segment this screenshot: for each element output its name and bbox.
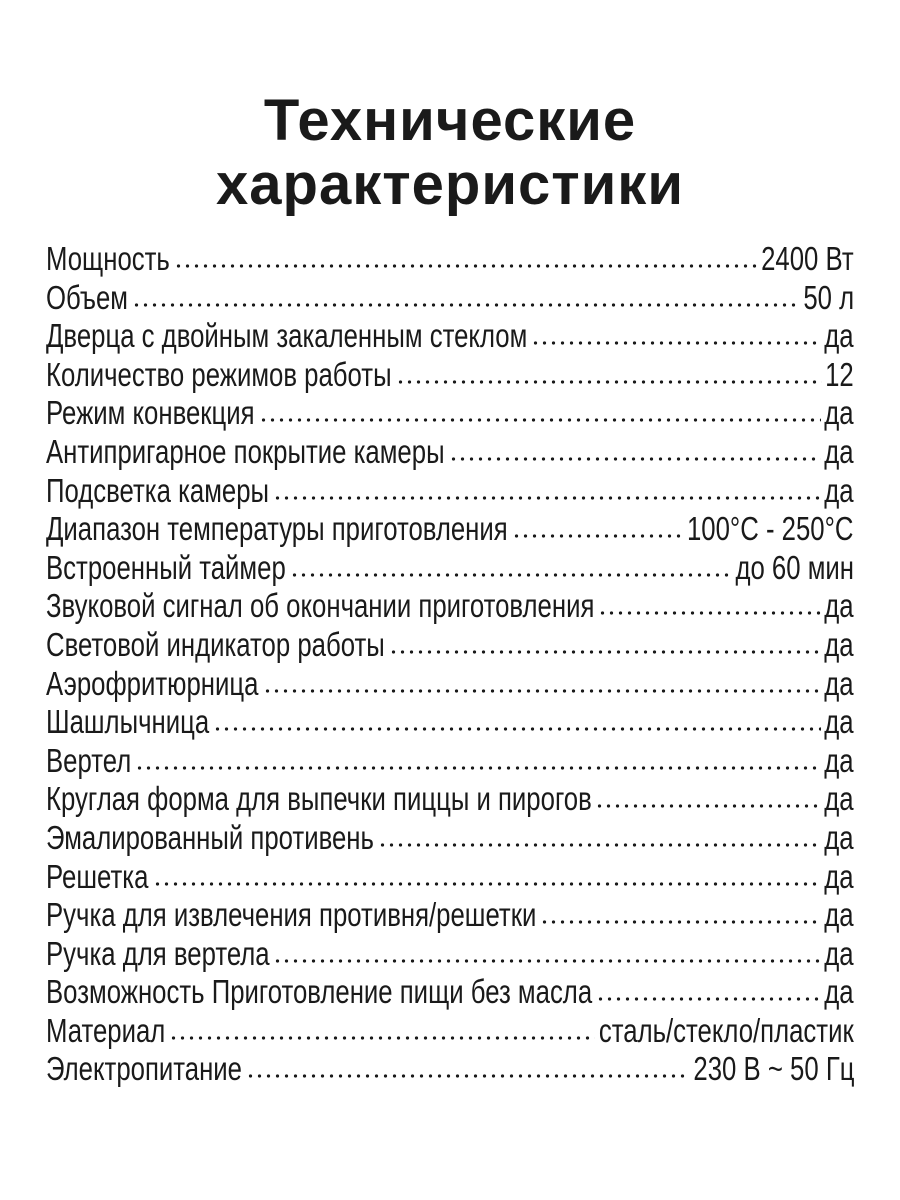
spec-value: 2400 Вт — [761, 240, 854, 277]
spec-row-pizza-form — [46, 780, 854, 819]
spec-row-material — [46, 1012, 854, 1051]
spec-row-shashlik — [46, 703, 854, 742]
spec-row-indicator — [46, 626, 854, 665]
spec-name: Шашлычница — [46, 703, 210, 741]
spec-value: да — [824, 973, 854, 1011]
dot-leader — [132, 279, 799, 309]
spec-value: сталь/стекло/пластик — [599, 1011, 854, 1049]
spec-value: да — [824, 741, 854, 779]
dot-leader — [595, 780, 821, 810]
spec-name: Вертел — [46, 741, 132, 779]
dot-leader — [174, 240, 758, 270]
spec-name: Круглая форма для выпечки пиццы и пирогов — [46, 780, 592, 818]
dot-leader — [512, 510, 684, 540]
dot-leader — [263, 665, 821, 695]
spec-row-power-supply — [46, 1050, 854, 1089]
spec-value: 12 — [825, 355, 854, 393]
spec-name: Объем — [46, 278, 129, 316]
dot-leader — [449, 433, 821, 463]
spec-name: Аэрофритюрница — [46, 664, 259, 702]
spec-row-grid — [46, 858, 854, 897]
page-title-line-1: Технические — [263, 87, 637, 153]
spec-value: 230 В ~ 50 Гц — [692, 1050, 854, 1088]
spec-row-nonstick — [46, 433, 854, 472]
spec-value: да — [824, 587, 854, 625]
spec-list — [46, 240, 854, 1089]
spec-value: да — [824, 703, 854, 741]
spec-name: Ручка для извлечения противня/решетки — [46, 896, 537, 934]
dot-leader — [531, 317, 821, 347]
dot-leader — [596, 973, 821, 1003]
dot-leader — [273, 472, 821, 502]
dot-leader — [135, 742, 821, 772]
spec-name: Подсветка камеры — [46, 471, 270, 509]
spec-value: да — [824, 317, 854, 355]
spec-row-door — [46, 317, 854, 356]
spec-name: Антипригарное покрытие камеры — [46, 432, 445, 470]
dot-leader — [598, 587, 821, 617]
spec-name: Эмалированный противень — [46, 818, 374, 856]
dot-leader — [396, 356, 822, 386]
spec-name: Материал — [46, 1011, 166, 1049]
spec-name: Решетка — [46, 857, 149, 895]
spec-name: Звуковой сигнал об окончании приготовления — [46, 587, 595, 625]
spec-value: да — [824, 818, 854, 856]
spec-value: да — [824, 934, 854, 972]
spec-row-tray — [46, 819, 854, 858]
dot-leader — [540, 896, 821, 926]
dot-leader — [378, 819, 821, 849]
spec-row-convection — [46, 394, 854, 433]
spec-name: Световой индикатор работы — [46, 625, 385, 663]
page-title — [0, 89, 900, 217]
spec-value: да — [824, 896, 854, 934]
spec-name: Электропитание — [46, 1050, 242, 1088]
spec-value: 100°С - 250°С — [687, 510, 854, 548]
page-title-line-2: характеристики — [216, 151, 684, 217]
spec-row-temperature — [46, 510, 854, 549]
spec-name: Режим конвекция — [46, 394, 255, 432]
spec-row-power — [46, 240, 854, 279]
spec-value: 50 л — [803, 278, 854, 316]
spec-name: Количество режимов работы — [46, 355, 392, 393]
spec-name: Ручка для вертела — [46, 934, 270, 972]
spec-row-timer — [46, 549, 854, 588]
spec-row-light — [46, 472, 854, 511]
spec-value: да — [824, 471, 854, 509]
spec-value: да — [824, 780, 854, 818]
spec-row-spit — [46, 742, 854, 781]
spec-value: да — [824, 625, 854, 663]
spec-row-modes — [46, 356, 854, 395]
dot-leader — [246, 1050, 689, 1080]
spec-value: до 60 мин — [735, 548, 854, 586]
spec-row-tray-handle — [46, 896, 854, 935]
spec-row-airfryer — [46, 665, 854, 704]
spec-name: Возможность Приготовление пищи без масла — [46, 973, 593, 1011]
spec-name: Мощность — [46, 240, 170, 277]
dot-leader — [389, 626, 821, 656]
spec-value: да — [824, 432, 854, 470]
spec-row-spit-handle — [46, 935, 854, 974]
dot-leader — [273, 935, 821, 965]
spec-value: да — [824, 394, 854, 432]
spec-row-volume — [46, 279, 854, 318]
spec-row-oil-free — [46, 973, 854, 1012]
spec-row-sound — [46, 587, 854, 626]
spec-name: Дверца с двойным закаленным стеклом — [46, 317, 528, 355]
spec-name: Диапазон температуры приготовления — [46, 510, 508, 548]
dot-leader — [153, 858, 821, 888]
dot-leader — [290, 549, 731, 579]
dot-leader — [169, 1012, 595, 1042]
dot-leader — [213, 703, 821, 733]
spec-name: Встроенный таймер — [46, 548, 286, 586]
spec-value: да — [824, 664, 854, 702]
spec-value: да — [824, 857, 854, 895]
dot-leader — [259, 394, 821, 424]
